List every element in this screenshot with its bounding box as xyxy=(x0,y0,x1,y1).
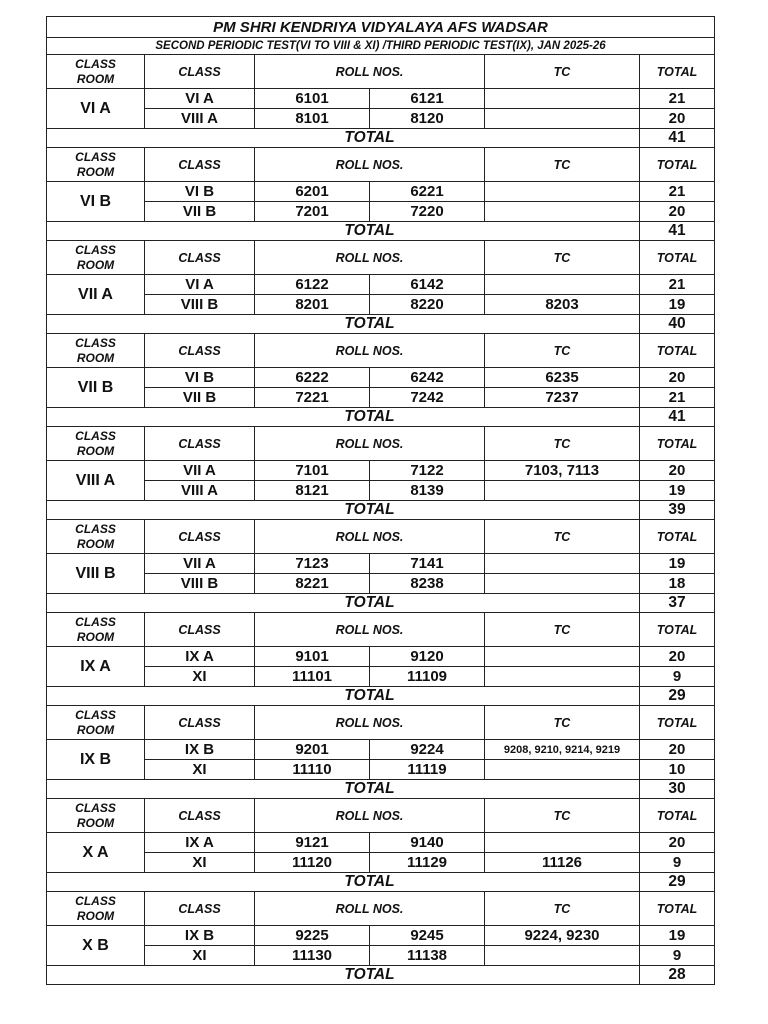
total-header: TOTAL xyxy=(640,241,715,275)
class-room-header-line2: ROOM xyxy=(76,257,115,272)
row-total: 20 xyxy=(640,368,715,388)
class-header: CLASS xyxy=(145,334,255,368)
class-row xyxy=(47,647,715,667)
tc-value xyxy=(485,647,640,667)
roll-to: 7122 xyxy=(370,461,485,481)
total-label: TOTAL xyxy=(255,501,485,520)
roll-from: 7221 xyxy=(255,388,370,408)
tc-value xyxy=(485,760,640,780)
class-name: VIII A xyxy=(145,481,255,501)
class-room-header xyxy=(47,520,145,554)
tc-header: TC xyxy=(485,520,640,554)
class-room-header-line1: CLASS xyxy=(75,614,116,629)
roll-from: 11120 xyxy=(255,853,370,873)
tc-header: TC xyxy=(485,613,640,647)
total-label: TOTAL xyxy=(255,222,485,241)
class-row xyxy=(47,368,715,388)
class-room-header-line1: CLASS xyxy=(75,893,116,908)
room-total-value: 39 xyxy=(640,501,715,520)
class-room-header xyxy=(47,241,145,275)
room-header-row xyxy=(47,613,715,647)
total-spacer xyxy=(47,780,255,799)
total-label: TOTAL xyxy=(255,315,485,334)
class-room-header-line2: ROOM xyxy=(76,350,115,365)
tc-header: TC xyxy=(485,55,640,89)
roll-from: 9101 xyxy=(255,647,370,667)
room-total-value: 37 xyxy=(640,594,715,613)
roll-from: 7201 xyxy=(255,202,370,222)
total-spacer xyxy=(47,594,255,613)
total-spacer-tc xyxy=(485,501,640,520)
class-name: XI xyxy=(145,853,255,873)
class-name: VII B xyxy=(145,388,255,408)
total-label: TOTAL xyxy=(255,687,485,706)
room-header-row xyxy=(47,334,715,368)
class-row xyxy=(47,946,715,966)
class-room-header-line1: CLASS xyxy=(75,521,116,536)
room-name: IX B xyxy=(47,740,145,780)
roll-to: 6242 xyxy=(370,368,485,388)
class-header: CLASS xyxy=(145,706,255,740)
total-spacer-tc xyxy=(485,594,640,613)
tc-value: 6235 xyxy=(485,368,640,388)
total-spacer-tc xyxy=(485,408,640,427)
class-row xyxy=(47,740,715,760)
roll-from: 8201 xyxy=(255,295,370,315)
roll-to: 9140 xyxy=(370,833,485,853)
class-room-header xyxy=(47,799,145,833)
roll-to: 6221 xyxy=(370,182,485,202)
total-spacer xyxy=(47,315,255,334)
class-name: VI A xyxy=(145,275,255,295)
class-name: VIII B xyxy=(145,295,255,315)
roll-from: 7101 xyxy=(255,461,370,481)
class-room-header-line1: CLASS xyxy=(75,428,116,443)
room-name: VI B xyxy=(47,182,145,222)
room-name: VIII A xyxy=(47,461,145,501)
class-room-header xyxy=(47,427,145,461)
total-spacer-tc xyxy=(485,315,640,334)
room-total-value: 41 xyxy=(640,408,715,427)
room-header-row xyxy=(47,427,715,461)
total-spacer xyxy=(47,966,255,985)
class-row xyxy=(47,926,715,946)
class-row xyxy=(47,202,715,222)
roll-from: 6201 xyxy=(255,182,370,202)
roll-to: 8220 xyxy=(370,295,485,315)
class-room-header xyxy=(47,892,145,926)
total-label: TOTAL xyxy=(255,873,485,892)
roll-nos-header: ROLL NOS. xyxy=(255,334,485,368)
class-row xyxy=(47,295,715,315)
class-room-header xyxy=(47,706,145,740)
roll-nos-header: ROLL NOS. xyxy=(255,241,485,275)
tc-value: 11126 xyxy=(485,853,640,873)
roll-nos-header: ROLL NOS. xyxy=(255,706,485,740)
tc-value xyxy=(485,667,640,687)
roll-nos-header: ROLL NOS. xyxy=(255,799,485,833)
roll-nos-header: ROLL NOS. xyxy=(255,892,485,926)
class-row xyxy=(47,574,715,594)
class-name: VIII B xyxy=(145,574,255,594)
room-total-value: 30 xyxy=(640,780,715,799)
room-header-row xyxy=(47,148,715,182)
roll-from: 8121 xyxy=(255,481,370,501)
class-room-header-line2: ROOM xyxy=(76,629,115,644)
row-total: 20 xyxy=(640,740,715,760)
roll-to: 8238 xyxy=(370,574,485,594)
class-room-header-line2: ROOM xyxy=(76,443,115,458)
class-row xyxy=(47,833,715,853)
class-room-header-line1: CLASS xyxy=(75,242,116,257)
total-header: TOTAL xyxy=(640,892,715,926)
room-header-row xyxy=(47,706,715,740)
roll-to: 9224 xyxy=(370,740,485,760)
total-label: TOTAL xyxy=(255,408,485,427)
class-name: VII B xyxy=(145,202,255,222)
total-spacer xyxy=(47,687,255,706)
room-name: VIII B xyxy=(47,554,145,594)
roll-from: 9201 xyxy=(255,740,370,760)
class-room-header-line1: CLASS xyxy=(75,335,116,350)
tc-value xyxy=(485,946,640,966)
row-total: 21 xyxy=(640,182,715,202)
class-room-header-line2: ROOM xyxy=(76,536,115,551)
roll-from: 9225 xyxy=(255,926,370,946)
seating-plan-sheet xyxy=(46,16,714,985)
class-row xyxy=(47,853,715,873)
row-total: 9 xyxy=(640,667,715,687)
total-header: TOTAL xyxy=(640,427,715,461)
roll-to: 6142 xyxy=(370,275,485,295)
total-header: TOTAL xyxy=(640,148,715,182)
room-total-row xyxy=(47,315,715,334)
total-label: TOTAL xyxy=(255,594,485,613)
roll-to: 7242 xyxy=(370,388,485,408)
room-total-value: 29 xyxy=(640,873,715,892)
tc-value: 9208, 9210, 9214, 9219 xyxy=(485,740,640,760)
row-total: 9 xyxy=(640,946,715,966)
class-name: IX B xyxy=(145,926,255,946)
roll-nos-header: ROLL NOS. xyxy=(255,613,485,647)
room-total-value: 40 xyxy=(640,315,715,334)
class-room-header xyxy=(47,148,145,182)
roll-to: 11138 xyxy=(370,946,485,966)
row-total: 21 xyxy=(640,388,715,408)
total-spacer xyxy=(47,873,255,892)
tc-value xyxy=(485,109,640,129)
row-total: 21 xyxy=(640,275,715,295)
total-spacer xyxy=(47,222,255,241)
class-row xyxy=(47,89,715,109)
total-header: TOTAL xyxy=(640,613,715,647)
class-header: CLASS xyxy=(145,427,255,461)
roll-from: 8101 xyxy=(255,109,370,129)
room-header-row xyxy=(47,241,715,275)
tc-header: TC xyxy=(485,334,640,368)
roll-to: 11109 xyxy=(370,667,485,687)
roll-to: 9120 xyxy=(370,647,485,667)
room-name: X A xyxy=(47,833,145,873)
roll-from: 9121 xyxy=(255,833,370,853)
class-name: VII A xyxy=(145,461,255,481)
school-title: PM SHRI KENDRIYA VIDYALAYA AFS WADSAR xyxy=(47,17,715,38)
row-total: 19 xyxy=(640,295,715,315)
tc-header: TC xyxy=(485,706,640,740)
tc-value xyxy=(485,554,640,574)
room-name: VII A xyxy=(47,275,145,315)
total-spacer xyxy=(47,408,255,427)
class-row xyxy=(47,461,715,481)
class-row xyxy=(47,667,715,687)
total-label: TOTAL xyxy=(255,129,485,148)
roll-to: 7141 xyxy=(370,554,485,574)
class-room-header-line2: ROOM xyxy=(76,164,115,179)
class-name: VI B xyxy=(145,368,255,388)
class-row xyxy=(47,481,715,501)
roll-from: 8221 xyxy=(255,574,370,594)
row-total: 19 xyxy=(640,554,715,574)
class-header: CLASS xyxy=(145,799,255,833)
room-total-row xyxy=(47,408,715,427)
tc-value xyxy=(485,275,640,295)
class-room-header-line1: CLASS xyxy=(75,707,116,722)
class-name: XI xyxy=(145,667,255,687)
total-spacer-tc xyxy=(485,966,640,985)
total-spacer xyxy=(47,129,255,148)
tc-value: 8203 xyxy=(485,295,640,315)
class-header: CLASS xyxy=(145,148,255,182)
class-room-header xyxy=(47,55,145,89)
room-total-row xyxy=(47,501,715,520)
roll-nos-header: ROLL NOS. xyxy=(255,427,485,461)
class-name: VIII A xyxy=(145,109,255,129)
row-total: 21 xyxy=(640,89,715,109)
roll-to: 6121 xyxy=(370,89,485,109)
class-row xyxy=(47,109,715,129)
class-room-header xyxy=(47,334,145,368)
total-spacer-tc xyxy=(485,129,640,148)
tc-value xyxy=(485,202,640,222)
room-name: IX A xyxy=(47,647,145,687)
class-header: CLASS xyxy=(145,613,255,647)
room-name: VII B xyxy=(47,368,145,408)
total-spacer-tc xyxy=(485,780,640,799)
total-spacer xyxy=(47,501,255,520)
room-total-row xyxy=(47,873,715,892)
total-header: TOTAL xyxy=(640,706,715,740)
class-header: CLASS xyxy=(145,892,255,926)
tc-header: TC xyxy=(485,148,640,182)
tc-header: TC xyxy=(485,427,640,461)
total-header: TOTAL xyxy=(640,799,715,833)
class-room-header xyxy=(47,613,145,647)
roll-from: 11101 xyxy=(255,667,370,687)
class-room-header-line2: ROOM xyxy=(76,71,115,86)
room-name: VI A xyxy=(47,89,145,129)
total-header: TOTAL xyxy=(640,334,715,368)
room-total-row xyxy=(47,687,715,706)
class-row xyxy=(47,388,715,408)
room-total-value: 29 xyxy=(640,687,715,706)
class-row xyxy=(47,760,715,780)
class-row xyxy=(47,554,715,574)
tc-value xyxy=(485,833,640,853)
room-header-row xyxy=(47,892,715,926)
roll-from: 7123 xyxy=(255,554,370,574)
class-header: CLASS xyxy=(145,55,255,89)
class-room-header-line1: CLASS xyxy=(75,149,116,164)
room-total-row xyxy=(47,594,715,613)
room-header-row xyxy=(47,55,715,89)
tc-value xyxy=(485,481,640,501)
class-row xyxy=(47,182,715,202)
row-total: 19 xyxy=(640,481,715,501)
roll-from: 6101 xyxy=(255,89,370,109)
room-total-row xyxy=(47,129,715,148)
room-total-row xyxy=(47,222,715,241)
row-total: 10 xyxy=(640,760,715,780)
roll-to: 8120 xyxy=(370,109,485,129)
class-room-header-line1: CLASS xyxy=(75,800,116,815)
tc-value: 7237 xyxy=(485,388,640,408)
class-name: XI xyxy=(145,946,255,966)
roll-from: 6122 xyxy=(255,275,370,295)
total-label: TOTAL xyxy=(255,966,485,985)
total-header: TOTAL xyxy=(640,55,715,89)
roll-from: 11130 xyxy=(255,946,370,966)
tc-value: 9224, 9230 xyxy=(485,926,640,946)
row-total: 20 xyxy=(640,109,715,129)
total-spacer-tc xyxy=(485,873,640,892)
class-room-header-line2: ROOM xyxy=(76,815,115,830)
roll-nos-header: ROLL NOS. xyxy=(255,55,485,89)
roll-nos-header: ROLL NOS. xyxy=(255,148,485,182)
class-name: IX A xyxy=(145,647,255,667)
tc-value xyxy=(485,574,640,594)
row-total: 18 xyxy=(640,574,715,594)
tc-value: 7103, 7113 xyxy=(485,461,640,481)
roll-to: 11129 xyxy=(370,853,485,873)
tc-header: TC xyxy=(485,241,640,275)
class-name: VII A xyxy=(145,554,255,574)
total-spacer-tc xyxy=(485,222,640,241)
row-total: 9 xyxy=(640,853,715,873)
class-name: IX B xyxy=(145,740,255,760)
row-total: 20 xyxy=(640,461,715,481)
room-total-row xyxy=(47,966,715,985)
class-name: IX A xyxy=(145,833,255,853)
seating-table xyxy=(46,16,715,985)
tc-value xyxy=(485,89,640,109)
class-row xyxy=(47,275,715,295)
roll-from: 11110 xyxy=(255,760,370,780)
roll-to: 7220 xyxy=(370,202,485,222)
room-total-value: 28 xyxy=(640,966,715,985)
class-room-header-line2: ROOM xyxy=(76,908,115,923)
tc-header: TC xyxy=(485,799,640,833)
total-header: TOTAL xyxy=(640,520,715,554)
row-total: 20 xyxy=(640,833,715,853)
total-spacer-tc xyxy=(485,687,640,706)
roll-to: 11119 xyxy=(370,760,485,780)
exam-subtitle: SECOND PERIODIC TEST(VI TO VIII & XI) /THIRD PERIODIC TEST(IX), JAN 2025-26 xyxy=(47,38,715,55)
roll-to: 8139 xyxy=(370,481,485,501)
class-name: VI B xyxy=(145,182,255,202)
class-room-header-line2: ROOM xyxy=(76,722,115,737)
class-name: VI A xyxy=(145,89,255,109)
class-room-header-line1: CLASS xyxy=(75,56,116,71)
tc-header: TC xyxy=(485,892,640,926)
room-total-row xyxy=(47,780,715,799)
class-header: CLASS xyxy=(145,241,255,275)
class-name: XI xyxy=(145,760,255,780)
room-header-row xyxy=(47,520,715,554)
tc-value xyxy=(485,182,640,202)
room-name: X B xyxy=(47,926,145,966)
total-label: TOTAL xyxy=(255,780,485,799)
class-header: CLASS xyxy=(145,520,255,554)
roll-nos-header: ROLL NOS. xyxy=(255,520,485,554)
row-total: 20 xyxy=(640,202,715,222)
roll-to: 9245 xyxy=(370,926,485,946)
room-header-row xyxy=(47,799,715,833)
room-total-value: 41 xyxy=(640,129,715,148)
row-total: 20 xyxy=(640,647,715,667)
room-total-value: 41 xyxy=(640,222,715,241)
row-total: 19 xyxy=(640,926,715,946)
roll-from: 6222 xyxy=(255,368,370,388)
